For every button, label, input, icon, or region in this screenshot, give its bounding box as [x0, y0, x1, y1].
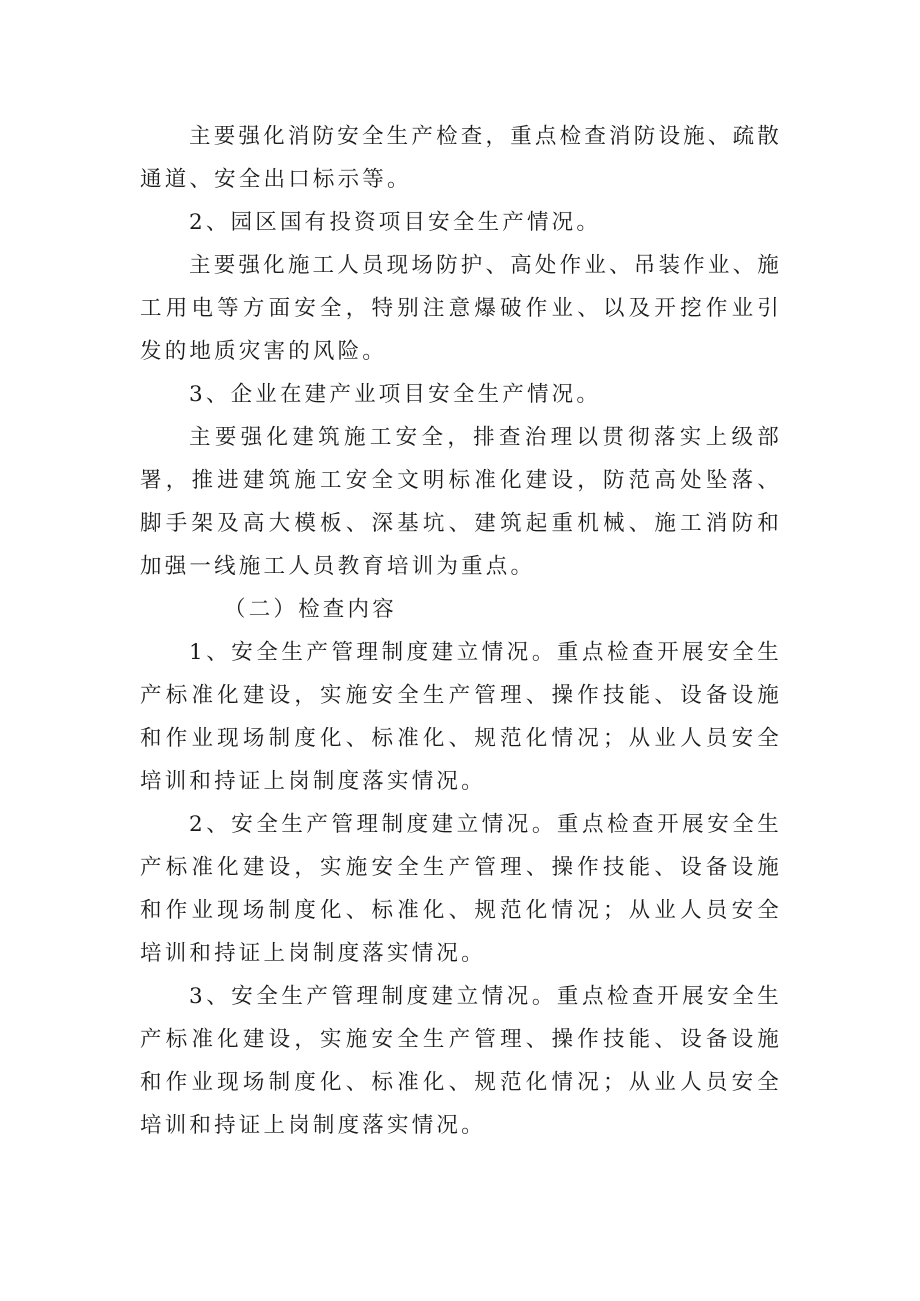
section-heading-inspection-content: （二）检查内容: [224, 597, 397, 622]
item-heading-3: 3、企业在建产业项目安全生产情况。: [189, 382, 602, 407]
paragraph-inspection-3: 3、安全生产管理制度建立情况。重点检查开展安全生产标准化建设，实施安全生产管理、操作技能、设备设施和作业现场制度化、标准化、规范化情况；从业人员安全培训和持证上岗制度落实情况。: [140, 984, 782, 1138]
paragraph-inspection-2: 2、安全生产管理制度建立情况。重点检查开展安全生产标准化建设，实施安全生产管理、操作技能、设备设施和作业现场制度化、标准化、规范化情况；从业人员安全培训和持证上岗制度落实情况。: [140, 812, 782, 966]
item-heading-2: 2、园区国有投资项目安全生产情况。: [189, 210, 602, 235]
paragraph-building-construction: 主要强化建筑施工安全，排查治理以贯彻落实上级部署，推进建筑施工安全文明标准化建设，防范高处坠落、脚手架及高大模板、深基坑、建筑起重机械、施工消防和加强一线施工人员教育培训为重点。: [140, 425, 782, 579]
paragraph-fire-safety: 主要强化消防安全生产检查，重点检查消防设施、疏散通道、安全出口标示等。: [140, 124, 782, 192]
paragraph-construction-protection: 主要强化施工人员现场防护、高处作业、吊装作业、施工用电等方面安全，特别注意爆破作业、以及开挖作业引发的地质灾害的风险。: [140, 253, 782, 364]
paragraph-inspection-1: 1、安全生产管理制度建立情况。重点检查开展安全生产标准化建设，实施安全生产管理、操作技能、设备设施和作业现场制度化、标准化、规范化情况；从业人员安全培训和持证上岗制度落实情况。: [140, 640, 782, 794]
document-body: [140, 115, 782, 1147]
